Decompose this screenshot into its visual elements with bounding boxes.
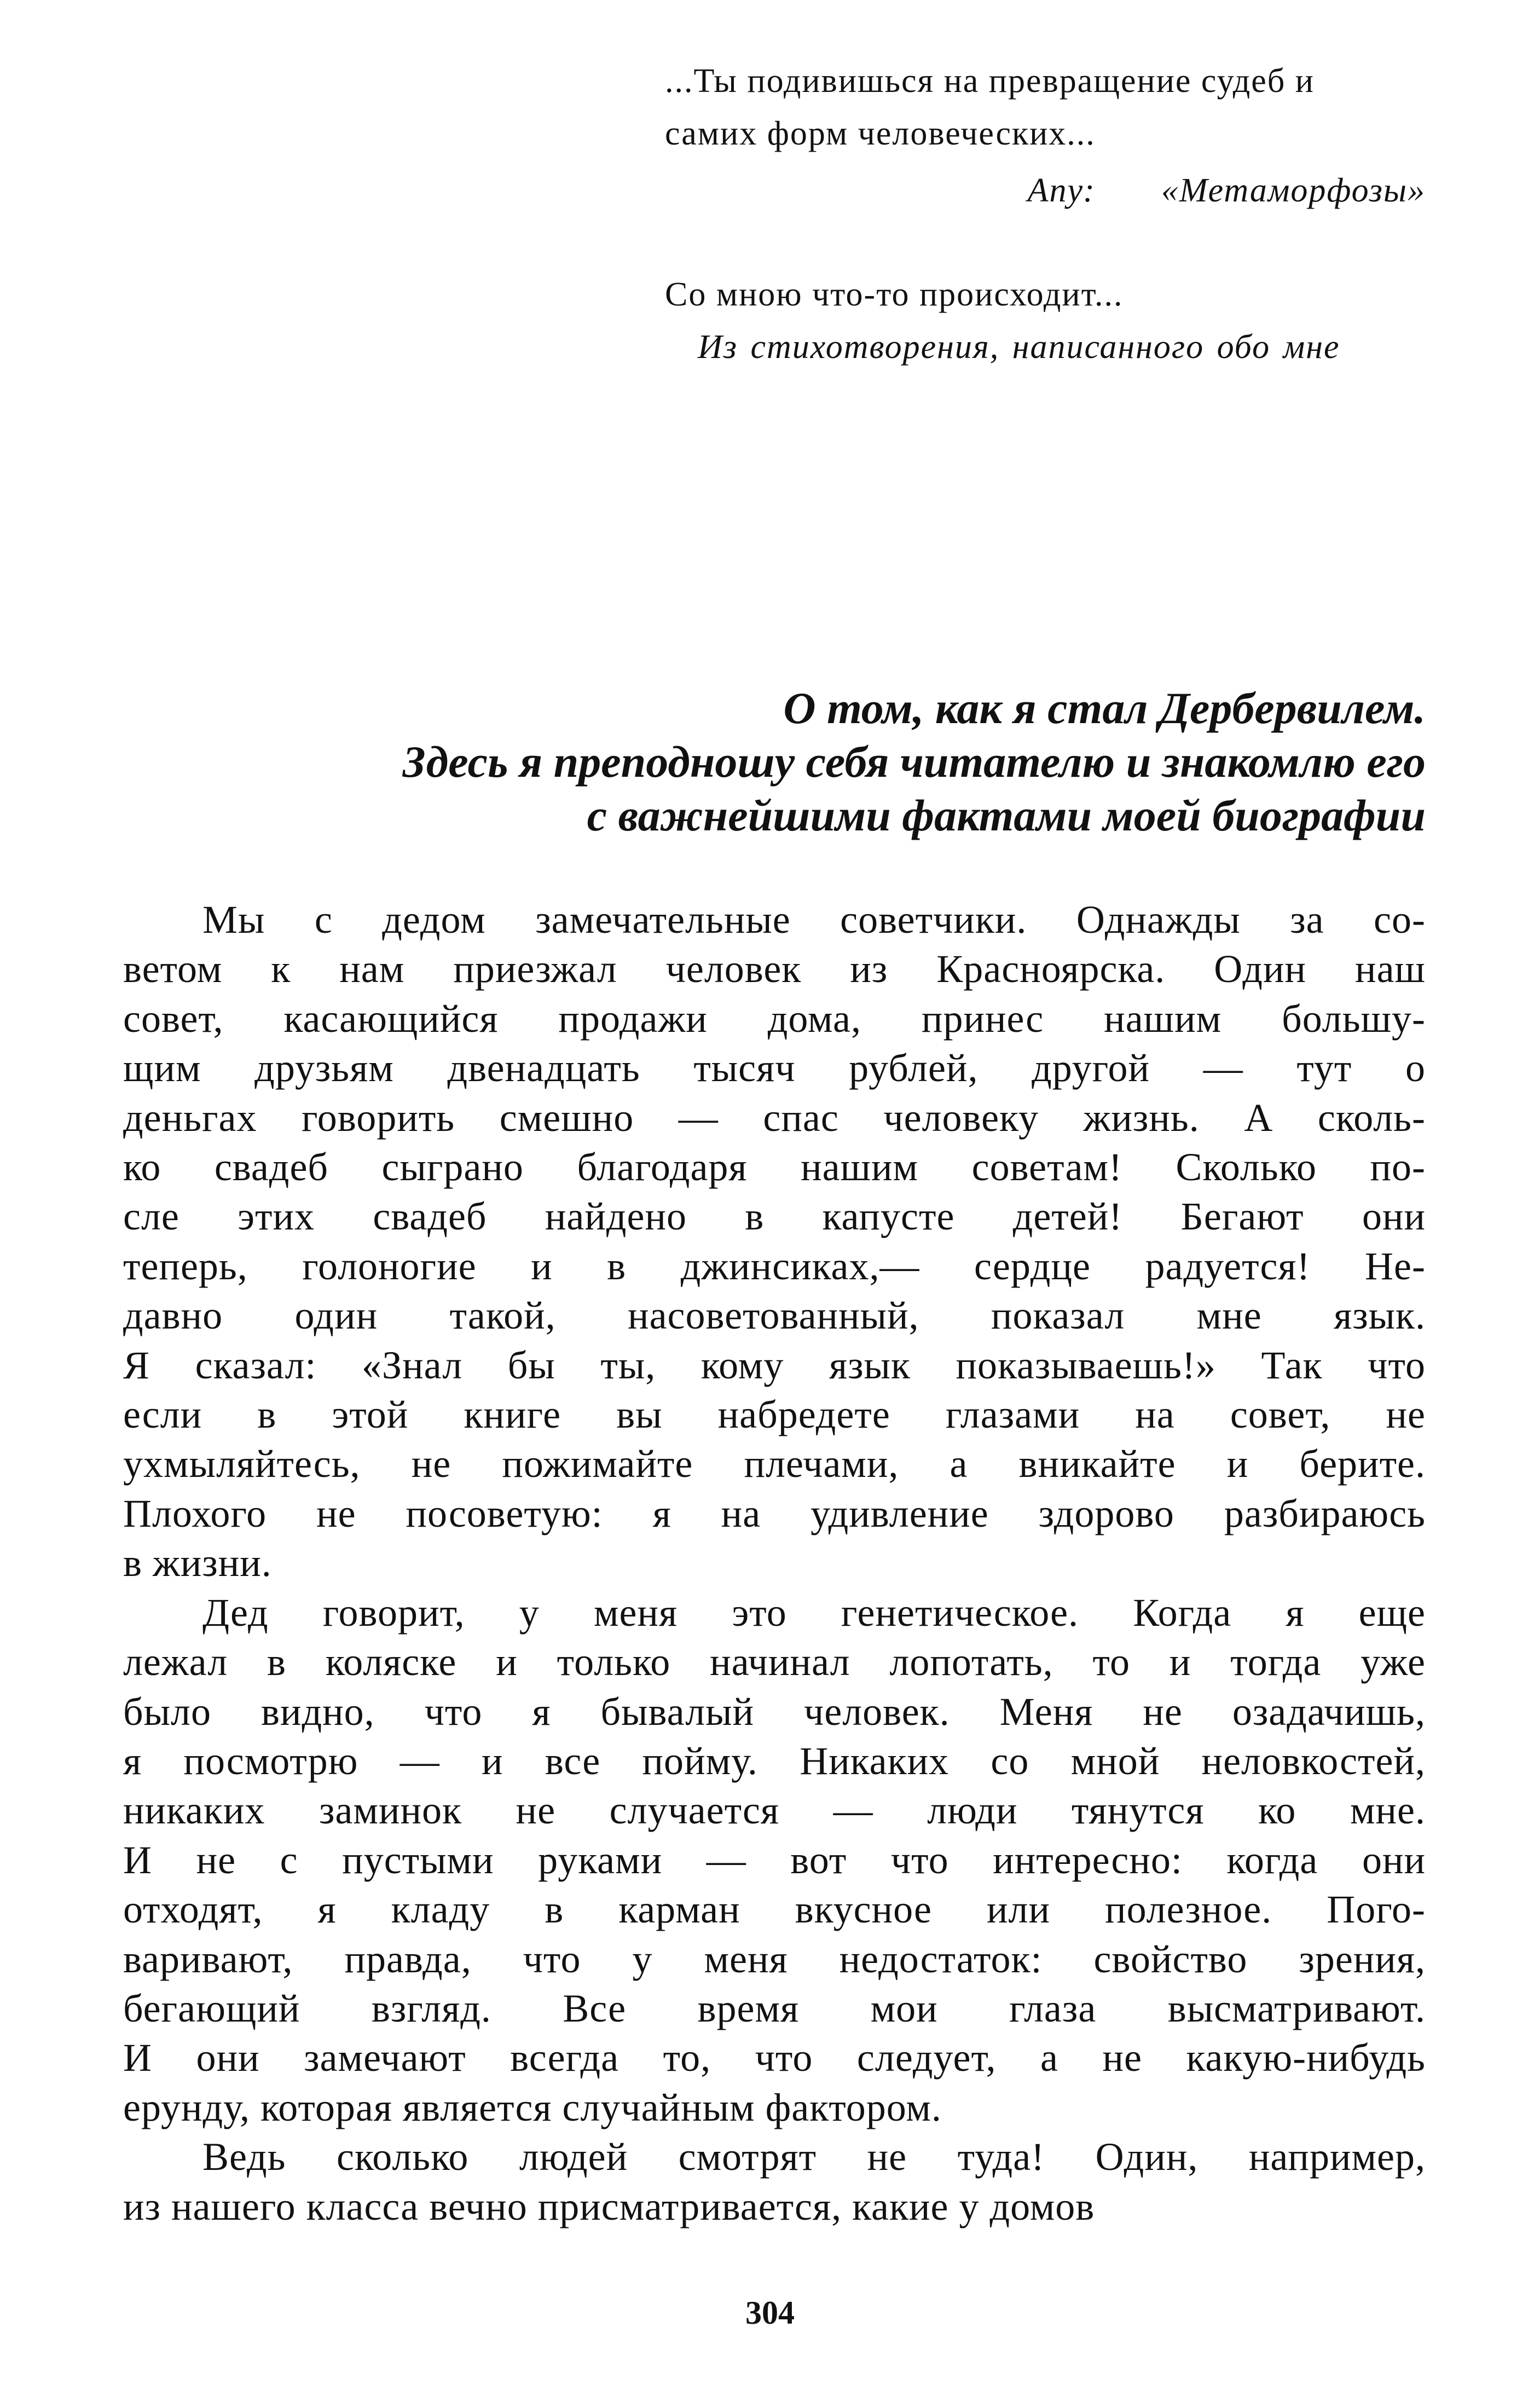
paragraph <box>123 2132 1426 2231</box>
text-line: ветом к нам приезжал человек из Красноярска. Один наш <box>123 947 1426 991</box>
text-line: отходят, я кладу в карман вкусное или полезное. Пого- <box>123 1887 1426 1932</box>
text-line: варивают, правда, что у меня недостаток: свойство зрения, <box>123 1937 1426 1981</box>
epigraph-poem <box>665 268 1426 373</box>
text-line: из нашего класса вечно присматривается, какие у домов <box>123 2184 1095 2228</box>
text-line: ко свадеб сыграно благодаря нашим советам! Сколько по- <box>123 1145 1426 1190</box>
epigraph-author: Апу: <box>1027 172 1096 209</box>
text-line: И они замечают всегда то, что следует, а не какую-нибудь <box>123 2036 1426 2080</box>
page-number: 304 <box>745 2295 795 2331</box>
chapter-title-line: Здесь я преподношу себя читателю и знакомлю его <box>402 737 1426 787</box>
text-line: было видно, что я бывалый человек. Меня не озадачишь, <box>123 1689 1426 1734</box>
epigraph-quote-line: самих форм человеческих... <box>665 115 1096 152</box>
text-line: никаких заминок не случается — люди тянутся ко мне. <box>123 1788 1426 1833</box>
epigraph-quote-line: ...Ты подивишься на превращение судеб и <box>665 62 1315 100</box>
text-line: лежал в коляске и только начинал лопотать, то и тогда уже <box>123 1640 1426 1684</box>
text-line: Плохого не посоветую: я на удивление здорово разбираюсь <box>123 1491 1426 1535</box>
text-line: ухмыляйтесь, не пожимайте плечами, а вникайте и берите. <box>123 1442 1426 1486</box>
chapter-title <box>181 682 1426 842</box>
text-line: давно один такой, насоветованный, показал мне язык. <box>123 1294 1426 1338</box>
text-line: если в этой книге вы набредете глазами на совет, не <box>123 1393 1426 1437</box>
epigraph-quote <box>665 268 1426 321</box>
epigraph-work: «Метаморфозы» <box>1161 172 1426 209</box>
paragraph <box>123 895 1426 1588</box>
body-text <box>123 895 1426 2231</box>
text-line: Я сказал: «Знал бы ты, кому язык показываешь!» Так что <box>123 1343 1426 1387</box>
text-line: сле этих свадеб найдено в капусте детей! Бегают они <box>123 1194 1426 1239</box>
text-line: бегающий взгляд. Все время мои глаза высматривают. <box>123 1986 1426 2030</box>
epigraph-source <box>665 164 1426 217</box>
epigraph-quote <box>665 55 1426 160</box>
text-line: щим друзьям двенадцать тысяч рублей, другой — тут о <box>123 1046 1426 1090</box>
epigraph-quote-line: Со мною что-то происходит... <box>665 276 1124 313</box>
epigraph-apuleius <box>665 55 1426 217</box>
epigraph-source: Из стихотворения, написанного обо мне <box>698 328 1340 366</box>
chapter-title-line: с важнейшими фактами моей биографии <box>587 790 1426 840</box>
text-line: Ведь сколько людей смотрят не туда! Один, например, <box>202 2135 1426 2179</box>
text-line: ерунду, которая является случайным фактором. <box>123 2085 942 2129</box>
paragraph <box>123 1588 1426 2132</box>
text-line: деньгах говорить смешно — спас человеку жизнь. А сколь- <box>123 1095 1426 1140</box>
chapter-title-line: О том, как я стал Дербервилем. <box>783 683 1426 733</box>
text-line: в жизни. <box>123 1541 272 1585</box>
text-line: совет, касающийся продажи дома, принес нашим большу- <box>123 996 1426 1041</box>
text-line: И не с пустыми руками — вот что интересно: когда они <box>123 1838 1426 1882</box>
text-line: я посмотрю — и все пойму. Никаких со мной неловкостей, <box>123 1739 1426 1783</box>
text-line: теперь, голоногие и в джинсиках,— сердце радуется! Не- <box>123 1244 1426 1288</box>
text-line: Мы с дедом замечательные советчики. Однажды за со- <box>202 898 1426 942</box>
text-line: Дед говорит, у меня это генетическое. Когда я еще <box>202 1590 1426 1635</box>
